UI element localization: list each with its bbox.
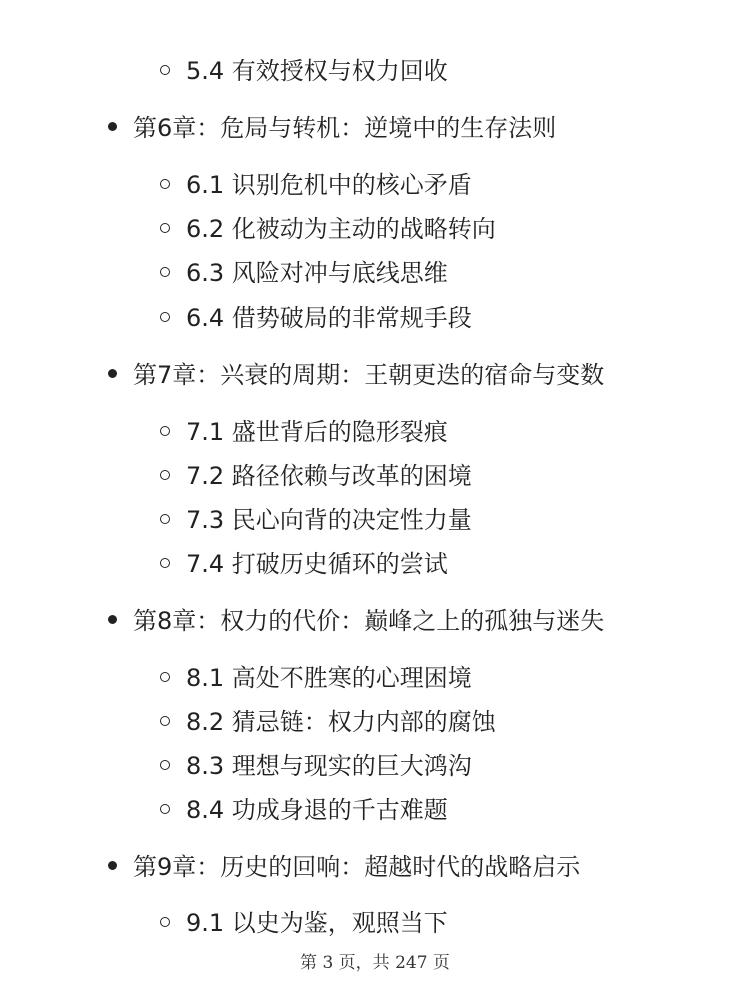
- section-text: 6.2 化被动为主动的战略转向: [186, 215, 496, 243]
- hollow-bullet-icon: [160, 312, 170, 322]
- section-text: 8.2 猜忌链：权力内部的腐蚀: [186, 708, 496, 736]
- section-text: 8.4 功成身退的千古难题: [186, 796, 448, 824]
- filled-bullet-icon: [108, 369, 117, 378]
- hollow-bullet-icon: [160, 470, 170, 480]
- outline-chapter-9: [108, 846, 580, 886]
- hollow-bullet-icon: [160, 760, 170, 770]
- chapter-title: 第8章：权力的代价：巅峰之上的孤独与迷失: [133, 607, 605, 635]
- chapter-title: 第9章：历史的回响：超越时代的战略启示: [133, 853, 581, 881]
- hollow-bullet-icon: [160, 558, 170, 568]
- outline-chapter-8: [108, 600, 604, 640]
- section-text: 7.2 路径依赖与改革的困境: [186, 462, 472, 490]
- section-text: 9.1 以史为鉴，观照当下: [186, 909, 448, 937]
- hollow-bullet-icon: [160, 514, 170, 524]
- outline-section-7-2: [160, 455, 472, 495]
- hollow-bullet-icon: [160, 223, 170, 233]
- section-text: 6.4 借势破局的非常规手段: [186, 304, 472, 332]
- outline-section-8-2: [160, 701, 496, 741]
- chapter-title: 第7章：兴衰的周期：王朝更迭的宿命与变数: [133, 361, 605, 389]
- section-text: 8.3 理想与现实的巨大鸿沟: [186, 752, 472, 780]
- section-text: 8.1 高处不胜寒的心理困境: [186, 664, 472, 692]
- page-number-footer: 第 3 页，共 247 页: [300, 953, 450, 973]
- hollow-bullet-icon: [160, 672, 170, 682]
- filled-bullet-icon: [108, 615, 117, 624]
- outline-section-8-4: [160, 789, 448, 829]
- section-text: 7.3 民心向背的决定性力量: [186, 506, 472, 534]
- hollow-bullet-icon: [160, 917, 170, 927]
- outline-section-6-4: [160, 297, 472, 337]
- section-text: 6.1 识别危机中的核心矛盾: [186, 171, 472, 199]
- section-text: 7.1 盛世背后的隐形裂痕: [186, 418, 448, 446]
- outline-section-6-2: [160, 208, 496, 248]
- outline-chapter-6: [108, 107, 556, 147]
- outline-section-7-3: [160, 499, 472, 539]
- outline-section-7-1: [160, 411, 448, 451]
- hollow-bullet-icon: [160, 716, 170, 726]
- outline-section-9-1: [160, 902, 448, 942]
- filled-bullet-icon: [108, 122, 117, 131]
- outline-section-6-3: [160, 252, 448, 292]
- chapter-title: 第6章：危局与转机：逆境中的生存法则: [133, 114, 557, 142]
- outline-chapter-7: [108, 354, 604, 394]
- hollow-bullet-icon: [160, 804, 170, 814]
- filled-bullet-icon: [108, 861, 117, 870]
- outline-section-8-3: [160, 745, 472, 785]
- hollow-bullet-icon: [160, 65, 170, 75]
- outline-section-5-4: [160, 50, 448, 90]
- section-text: 6.3 风险对冲与底线思维: [186, 259, 448, 287]
- hollow-bullet-icon: [160, 426, 170, 436]
- outline-section-6-1: [160, 164, 472, 204]
- hollow-bullet-icon: [160, 267, 170, 277]
- hollow-bullet-icon: [160, 179, 170, 189]
- outline-section-7-4: [160, 543, 448, 583]
- outline-section-8-1: [160, 657, 472, 697]
- section-text: 7.4 打破历史循环的尝试: [186, 550, 448, 578]
- section-text: 5.4 有效授权与权力回收: [186, 57, 448, 85]
